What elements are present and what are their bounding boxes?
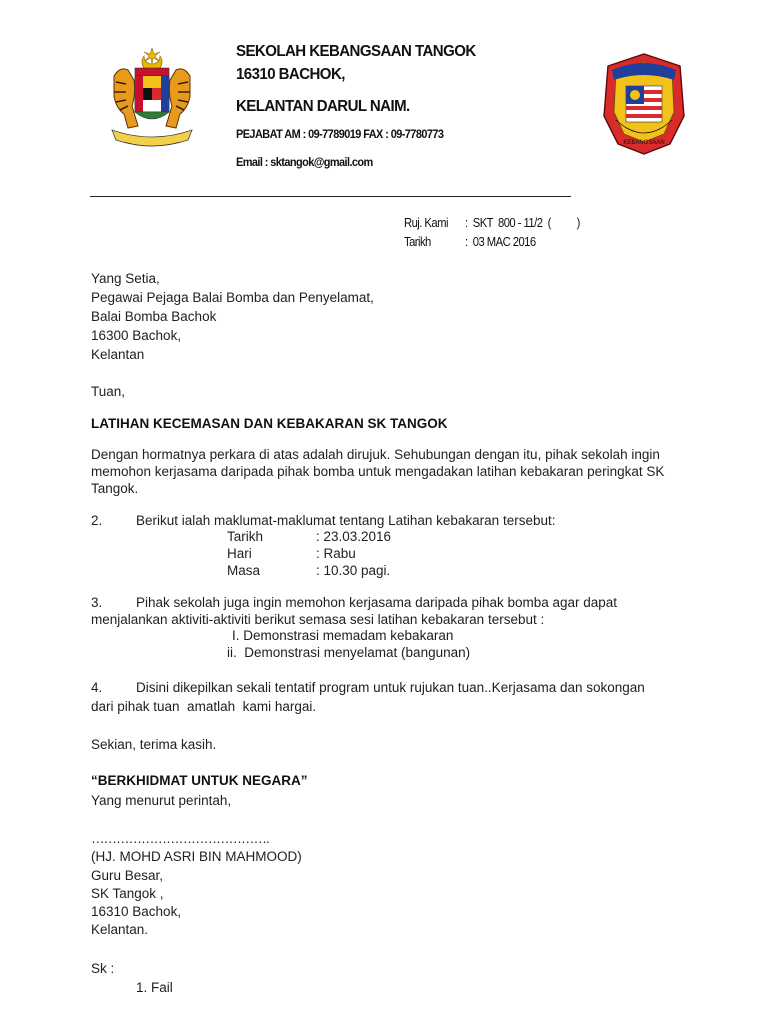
signature-line: ……………………………………. bbox=[91, 831, 269, 846]
recipient-line: Pegawai Pejaga Balai Bomba dan Penyelamat, bbox=[91, 290, 374, 305]
school-state: KELANTAN DARUL NAIM. bbox=[236, 98, 410, 115]
paragraph-2-text: Berikut ialah maklumat-maklumat tentang Latihan kebakaran tersebut: bbox=[136, 513, 556, 528]
detail-label: Masa bbox=[227, 563, 261, 578]
school-postcode-town: 16310 BACHOK, bbox=[236, 66, 345, 83]
yours-faithfully: Yang menurut perintah, bbox=[91, 793, 232, 808]
recipient-line: Yang Setia, bbox=[91, 271, 160, 286]
motto: “BERKHIDMAT UNTUK NEGARA” bbox=[91, 773, 308, 788]
closing-line: Sekian, terima kasih. bbox=[91, 737, 217, 752]
letterhead-divider bbox=[90, 196, 571, 197]
recipient-line: Balai Bomba Bachok bbox=[91, 309, 217, 324]
paragraph-3-number: 3. bbox=[91, 595, 103, 610]
school-crest-text: KEBANGSAAN bbox=[623, 140, 665, 146]
cc-label: Sk : bbox=[91, 961, 115, 976]
signatory-line: SK Tangok , bbox=[91, 886, 164, 901]
paragraph-1-line: memohon kerjasama daripada pihak bomba untuk mengadakan latihan kebakaran peringkat SK bbox=[91, 464, 665, 479]
signatory-line: Kelantan. bbox=[91, 922, 149, 937]
paragraph-1-line: Tangok. bbox=[91, 481, 139, 496]
detail-label: Hari bbox=[227, 546, 252, 561]
tarikh-value: : 03 MAC 2016 bbox=[465, 235, 536, 249]
detail-value: : Rabu bbox=[316, 546, 356, 561]
paragraph-3-line: Pihak sekolah juga ingin memohon kerjasama daripada pihak bomba agar dapat bbox=[136, 595, 618, 610]
email-address: Email : sktangok@gmail.com bbox=[236, 157, 373, 169]
paragraph-4-line: Disini dikepilkan sekali tentatif program untuk rujukan tuan..Kerjasama dan sokongan bbox=[136, 680, 645, 695]
detail-value: : 10.30 pagi. bbox=[316, 563, 391, 578]
activity-item: I. Demonstrasi memadam kebakaran bbox=[232, 628, 454, 643]
signatory-line: 16310 Bachok, bbox=[91, 904, 182, 919]
signatory-line: (HJ. MOHD ASRI BIN MAHMOOD) bbox=[91, 849, 302, 864]
paragraph-4-line: dari pihak tuan amatlah kami hargai. bbox=[91, 699, 317, 714]
school-name: SEKOLAH KEBANGSAAN TANGOK bbox=[236, 43, 476, 60]
ruj-label: Ruj. Kami bbox=[404, 216, 448, 230]
detail-value: : 23.03.2016 bbox=[316, 529, 392, 544]
ruj-value: : SKT 800 - 11/2 ( ) bbox=[465, 216, 580, 230]
signatory-line: Guru Besar, bbox=[91, 868, 164, 883]
school-crest-icon bbox=[598, 48, 690, 160]
activity-item: ii. Demonstrasi menyelamat (bangunan) bbox=[227, 645, 471, 660]
recipient-line: Kelantan bbox=[91, 347, 145, 362]
detail-label: Tarikh bbox=[227, 529, 264, 544]
tarikh-label: Tarikh bbox=[404, 235, 431, 249]
recipient-line: 16300 Bachok, bbox=[91, 328, 182, 343]
paragraph-1-line: Dengan hormatnya perkara di atas adalah dirujuk. Sehubungan dengan itu, pihak sekolah ingin bbox=[91, 447, 660, 462]
paragraph-2-number: 2. bbox=[91, 513, 103, 528]
phone-fax: PEJABAT AM : 09-7789019 FAX : 09-7780773 bbox=[236, 129, 444, 141]
paragraph-3-line: menjalankan aktiviti-aktiviti berikut semasa sesi latihan kebakaran tersebut : bbox=[91, 612, 545, 627]
paragraph-4-number: 4. bbox=[91, 680, 103, 695]
salutation: Tuan, bbox=[91, 384, 126, 399]
cc-item: 1. Fail bbox=[136, 980, 173, 995]
subject-title: LATIHAN KECEMASAN DAN KEBAKARAN SK TANGOK bbox=[91, 416, 448, 431]
coat-of-arms-icon bbox=[108, 46, 196, 150]
